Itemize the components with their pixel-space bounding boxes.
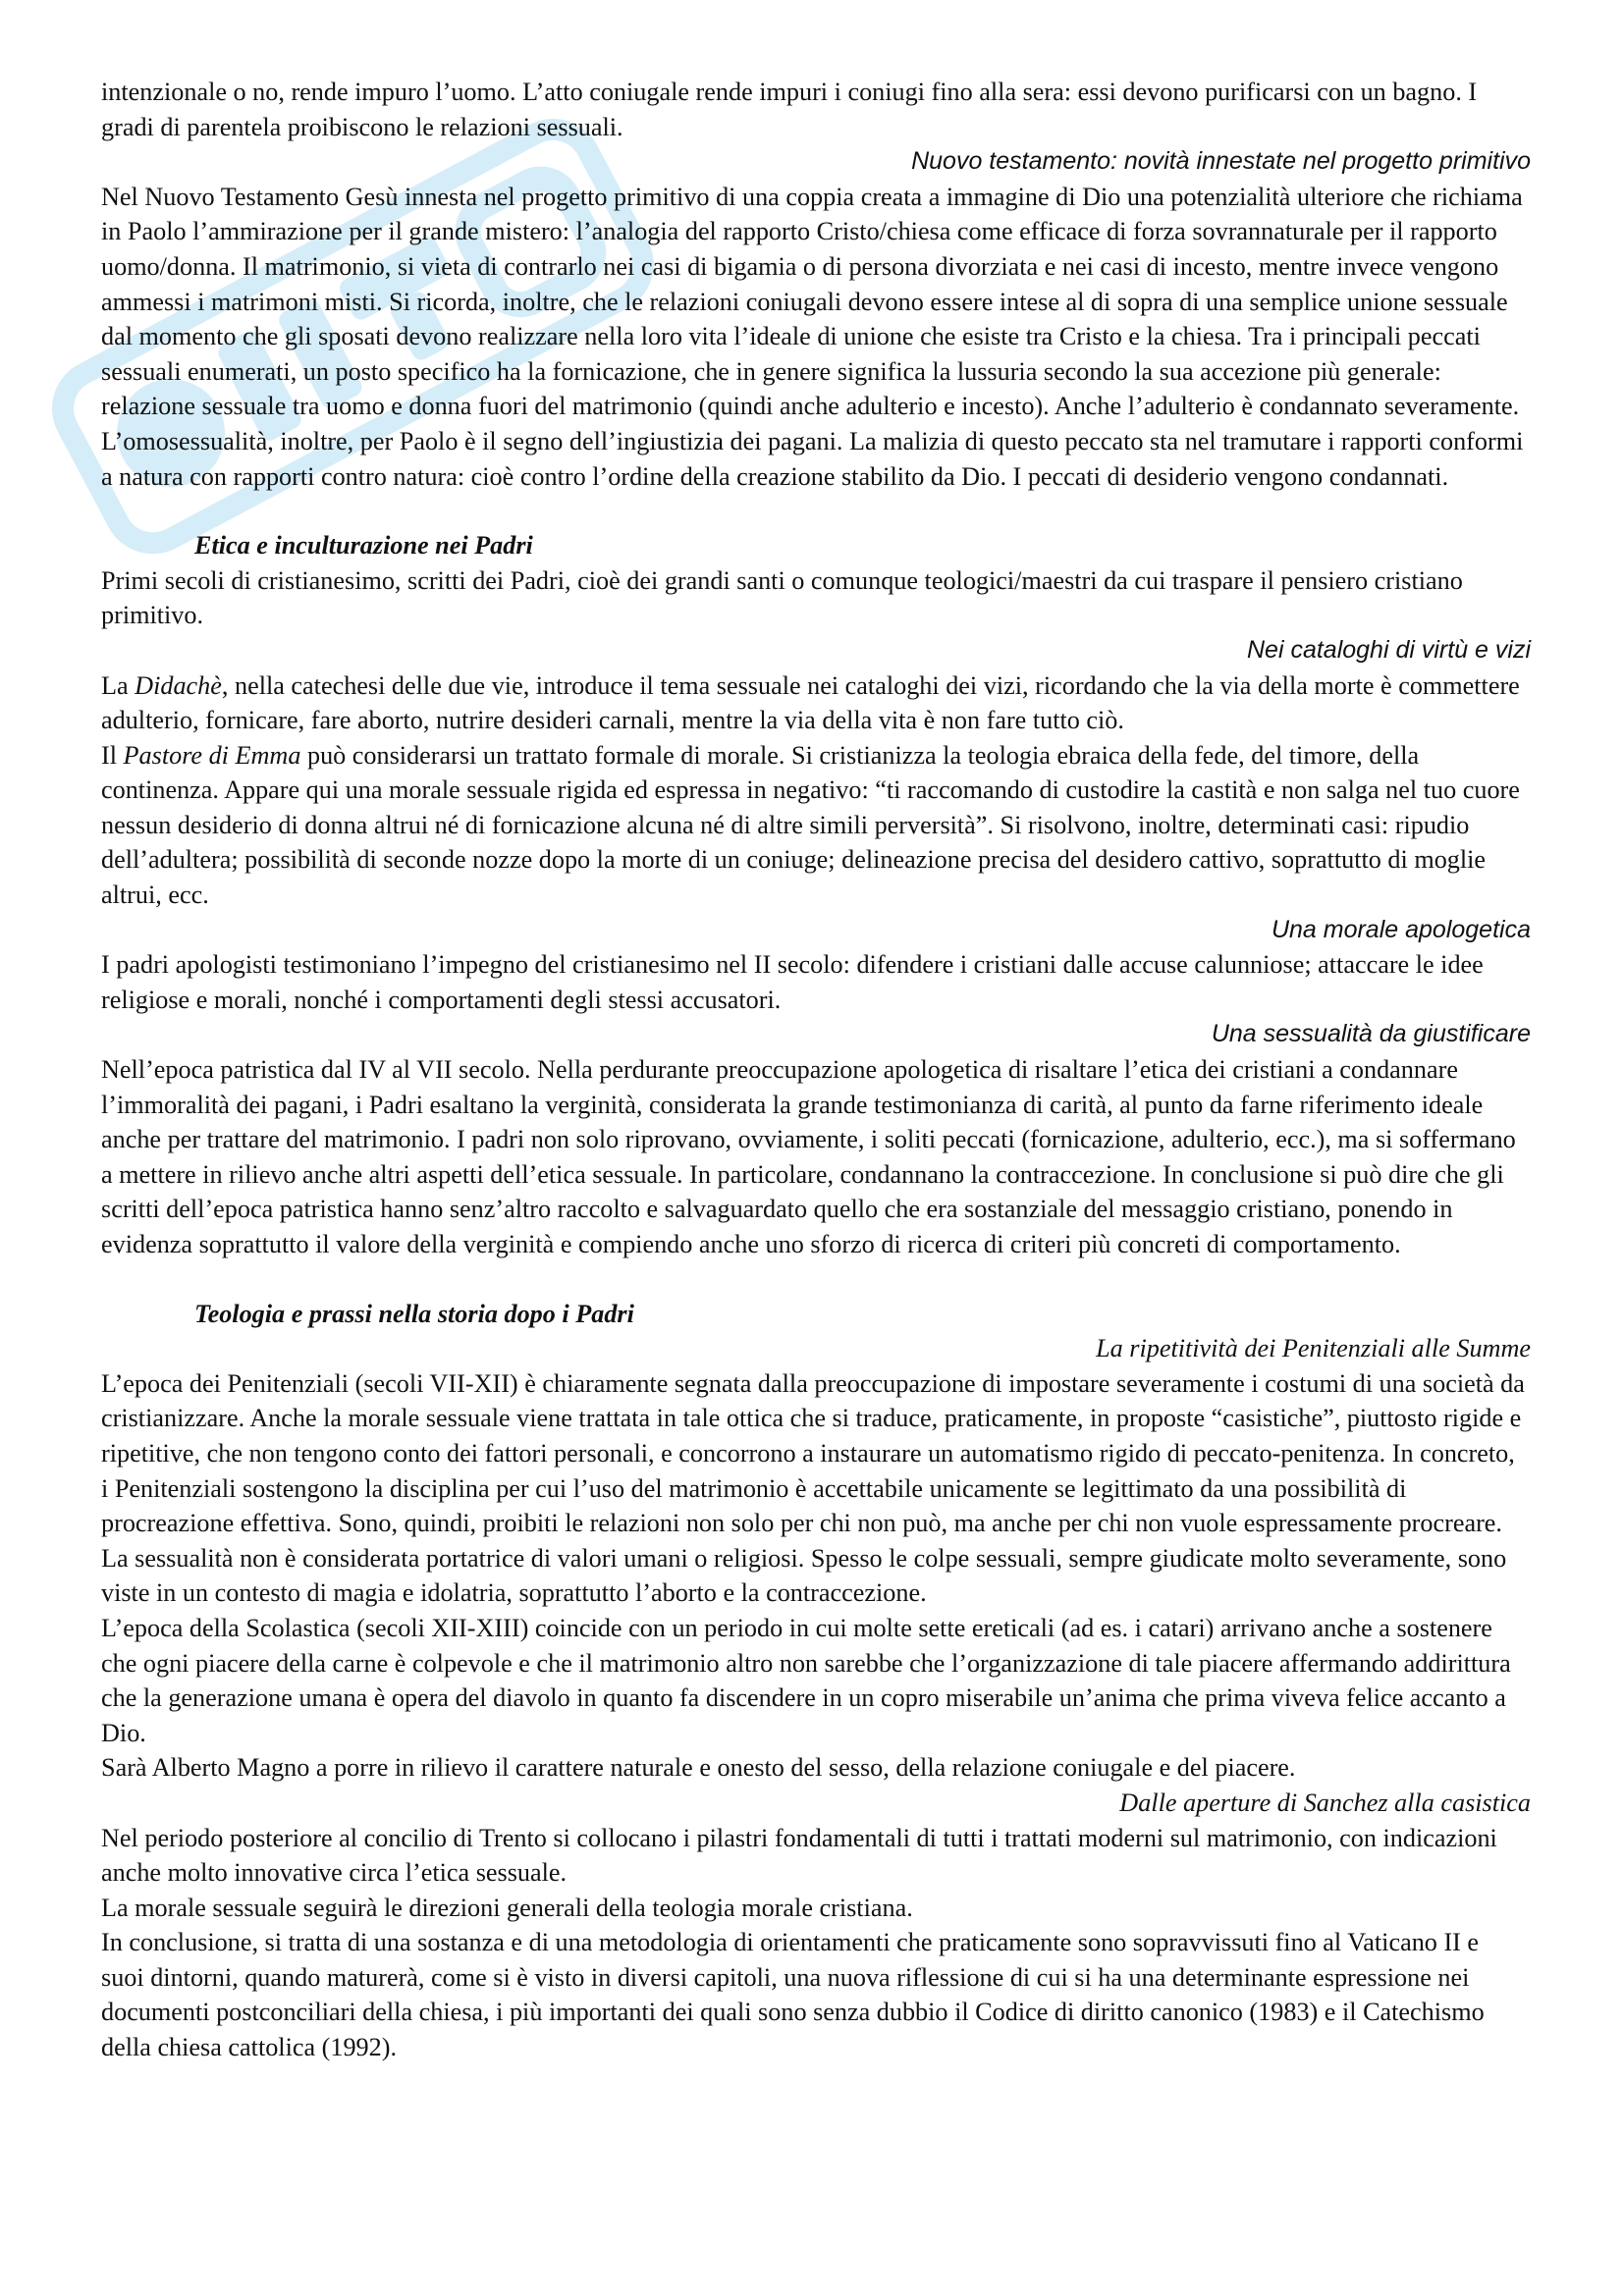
subsection-heading: Una morale apologetica bbox=[1271, 915, 1531, 943]
paragraph: In conclusione, si tratta di una sostanza e di una metodologia di orientamenti che praticamente sono sopravvissuti fino al Vaticano II e suoi dintorni, quando maturerà, come si è visto in diversi capitoli, una nuova riflessione di cui si ha una determinante espressione nei documenti postconciliari della chiesa, i più importanti dei quali sono senza dubbio il Codice di diritto canonico (1983) e il Catechismo della chiesa cattolica (1992). bbox=[101, 1928, 1485, 2062]
paragraph: Nell’epoca patristica dal IV al VII secolo. Nella perdurante preoccupazione apologetica di risaltare l’etica dei cristiani a condannare l’immoralità dei pagani, i Padri esaltano la verginità, considerata la grande testimonianza di carità, al punto da farne riferimento ideale anche per trattare del matrimonio. I padri non solo riprovano, ovviamente, i soliti peccati (fornicazione, adulterio, ecc.), ma si soffermano a mettere in rilievo anche altri aspetti dell’etica sessuale. In particolare, condannano la contraccezione. In conclusione si può dire che gli scritti dell’epoca patristica hanno senz’altro raccolto e salvaguardato quello che era sostanziale del messaggio cristiano, ponendo in evidenza soprattutto il valore della verginità e compiendo anche uno sforzo di ricerca di criteri più concreti di comportamento. bbox=[101, 1055, 1516, 1258]
work-title: Didachè bbox=[135, 670, 222, 700]
paragraph-text: Il bbox=[101, 740, 124, 770]
paragraph: intenzionale o no, rende impuro l’uomo. L’atto coniugale rende impuri i coniugi fino alla sera: essi devono purificarsi con un bagno. I gradi di parentela proibiscono le relazioni sessuali. bbox=[101, 78, 1478, 141]
section-heading: Teologia e prassi nella storia dopo i Padri bbox=[194, 1299, 634, 1328]
work-title: Pastore di Emma bbox=[123, 740, 301, 770]
paragraph: Sarà Alberto Magno a porre in rilievo il carattere naturale e onesto del sesso, della relazione coniugale e del piacere. bbox=[101, 1753, 1296, 1783]
paragraph-text: La bbox=[101, 670, 135, 700]
section-spacer bbox=[101, 494, 1527, 528]
paragraph: Primi secoli di cristianesimo, scritti dei Padri, cioè dei grandi santi o comunque teologici/maestri da cui traspare il pensiero cristiano primitivo. bbox=[101, 565, 1463, 630]
paragraph: Nel periodo posteriore al concilio di Trento si collocano i pilastri fondamentali di tutti i trattati moderni sul matrimonio, con indicazioni anche molto innovative circa l’etica sessuale. bbox=[101, 1823, 1497, 1888]
subsection-heading: La ripetitività dei Penitenziali alle Summe bbox=[1096, 1334, 1531, 1363]
document-body bbox=[101, 75, 1531, 2065]
subsection-heading: Dalle aperture di Sanchez alla casistica bbox=[1119, 1788, 1531, 1817]
paragraph-text: , nella catechesi delle due vie, introduce il tema sessuale nei cataloghi dei vizi, ricordando che la via della morte è commettere adulterio, fornicare, fare aborto, nutrire desideri carnali, mentre la via della vita è non fare tutto ciò. bbox=[101, 670, 1520, 735]
subsection-heading: Nei cataloghi di virtù e vizi bbox=[1246, 635, 1531, 664]
paragraph bbox=[101, 668, 1527, 738]
paragraph: La morale sessuale seguirà le direzioni generali della teologia morale cristiana. bbox=[101, 1893, 913, 1922]
section-heading: Etica e inculturazione nei Padri bbox=[194, 531, 533, 561]
paragraph bbox=[101, 738, 1527, 913]
paragraph-text: può considerarsi un trattato formale di morale. Si cristianizza la teologia ebraica della fede, del timore, della continenza. Appare qui una morale sessuale rigida ed espressa in negativo: “ti raccomando di custodire la castità e non salga nel tuo cuore nessun desiderio di donna altrui né di fornicazione alcuna né di altre simili perversità”. Si risolvono, inoltre, determinati casi: ripudio dell’adultera; possibilità di seconde nozze dopo la morte di un coniuge; delineazione precisa del desidero cattivo, soprattutto di moglie altrui, ecc. bbox=[101, 740, 1520, 910]
section-spacer bbox=[101, 1262, 1527, 1297]
subsection-heading: Una sessualità da giustificare bbox=[1211, 1020, 1531, 1048]
paragraph: Nel Nuovo Testamento Gesù innesta nel progetto primitivo di una coppia creata a immagine di Dio una potenzialità ulteriore che richiama in Paolo l’ammirazione per il grande mistero: l’analogia del rapporto Cristo/chiesa come efficace di forza sovrannaturale per il rapporto uomo/donna. Il matrimonio, si vieta di contrarlo nei casi di bigamia o di persona divorziata e nei casi di incesto, mentre invece vengono ammessi i matrimoni misti. Si ricorda, inoltre, che le relazioni coniugali devono essere intese al di sopra di una semplice unione sessuale dal momento che gli sposati devono realizzare nella loro vita l’ideale di unione che esiste tra Cristo e la chiesa. Tra i principali peccati sessuali enumerati, un posto specifico ha la fornicazione, che in genere significa la lussuria secondo la sua accezione più generale: relazione sessuale tra uomo e donna fuori del matrimonio (quindi anche adulterio e incesto). Anche l’adulterio è condannato severamente. L’omosessualità, inoltre, per Paolo è il segno dell’ingiustizia dei pagani. La malizia di questo peccato sta nel tramutare i rapporti conformi a natura con rapporti contro natura: cioè contro l’ordine della creazione stabilito da Dio. I peccati di desiderio vengono condannati. bbox=[101, 182, 1524, 491]
paragraph: I padri apologisti testimoniano l’impegno del cristianesimo nel II secolo: difendere i cristiani dalle accuse calunniose; attaccare le idee religiose e morali, nonché i comportamenti degli stessi accusatori. bbox=[101, 950, 1484, 1014]
paragraph: L’epoca dei Penitenziali (secoli VII-XII) è chiaramente segnata dalla preoccupazione di impostare severamente i costumi di una società da cristianizzare. Anche la morale sessuale viene trattata in tale ottica che si traduce, praticamente, in proposte “casistiche”, piuttosto rigide e ripetitive, che non tengono conto dei fattori personali, e concorrono a instaurare un automatismo rigido di peccato-penitenza. In concreto, i Penitenziali sostengono la disciplina per cui l’uso del matrimonio è accettabile unicamente se legittimato da una possibilità di procreazione effettiva. Sono, quindi, proibiti le relazioni non solo per chi non può, ma anche per chi non vuole espressamente procreare. La sessualità non è considerata portatrice di valori umani o religiosi. Spesso le colpe sessuali, sempre giudicate molto severamente, sono viste in un contesto di magia e idolatria, soprattutto l’aborto e la contraccezione. bbox=[101, 1368, 1525, 1608]
subsection-heading: Nuovo testamento: novità innestate nel progetto primitivo bbox=[911, 147, 1531, 176]
paragraph: L’epoca della Scolastica (secoli XII-XIII) coincide con un periodo in cui molte sette ereticali (ad es. i catari) arrivano anche a sostenere che ogni piacere della carne è colpevole e che il matrimonio altro non sarebbe che l’organizzazione di tale piacere affermando addirittura che la generazione umana è opera del diavolo in quanto fa discendere in un copro miserabile un’anima che prima viveva felice accanto a Dio. bbox=[101, 1613, 1511, 1747]
